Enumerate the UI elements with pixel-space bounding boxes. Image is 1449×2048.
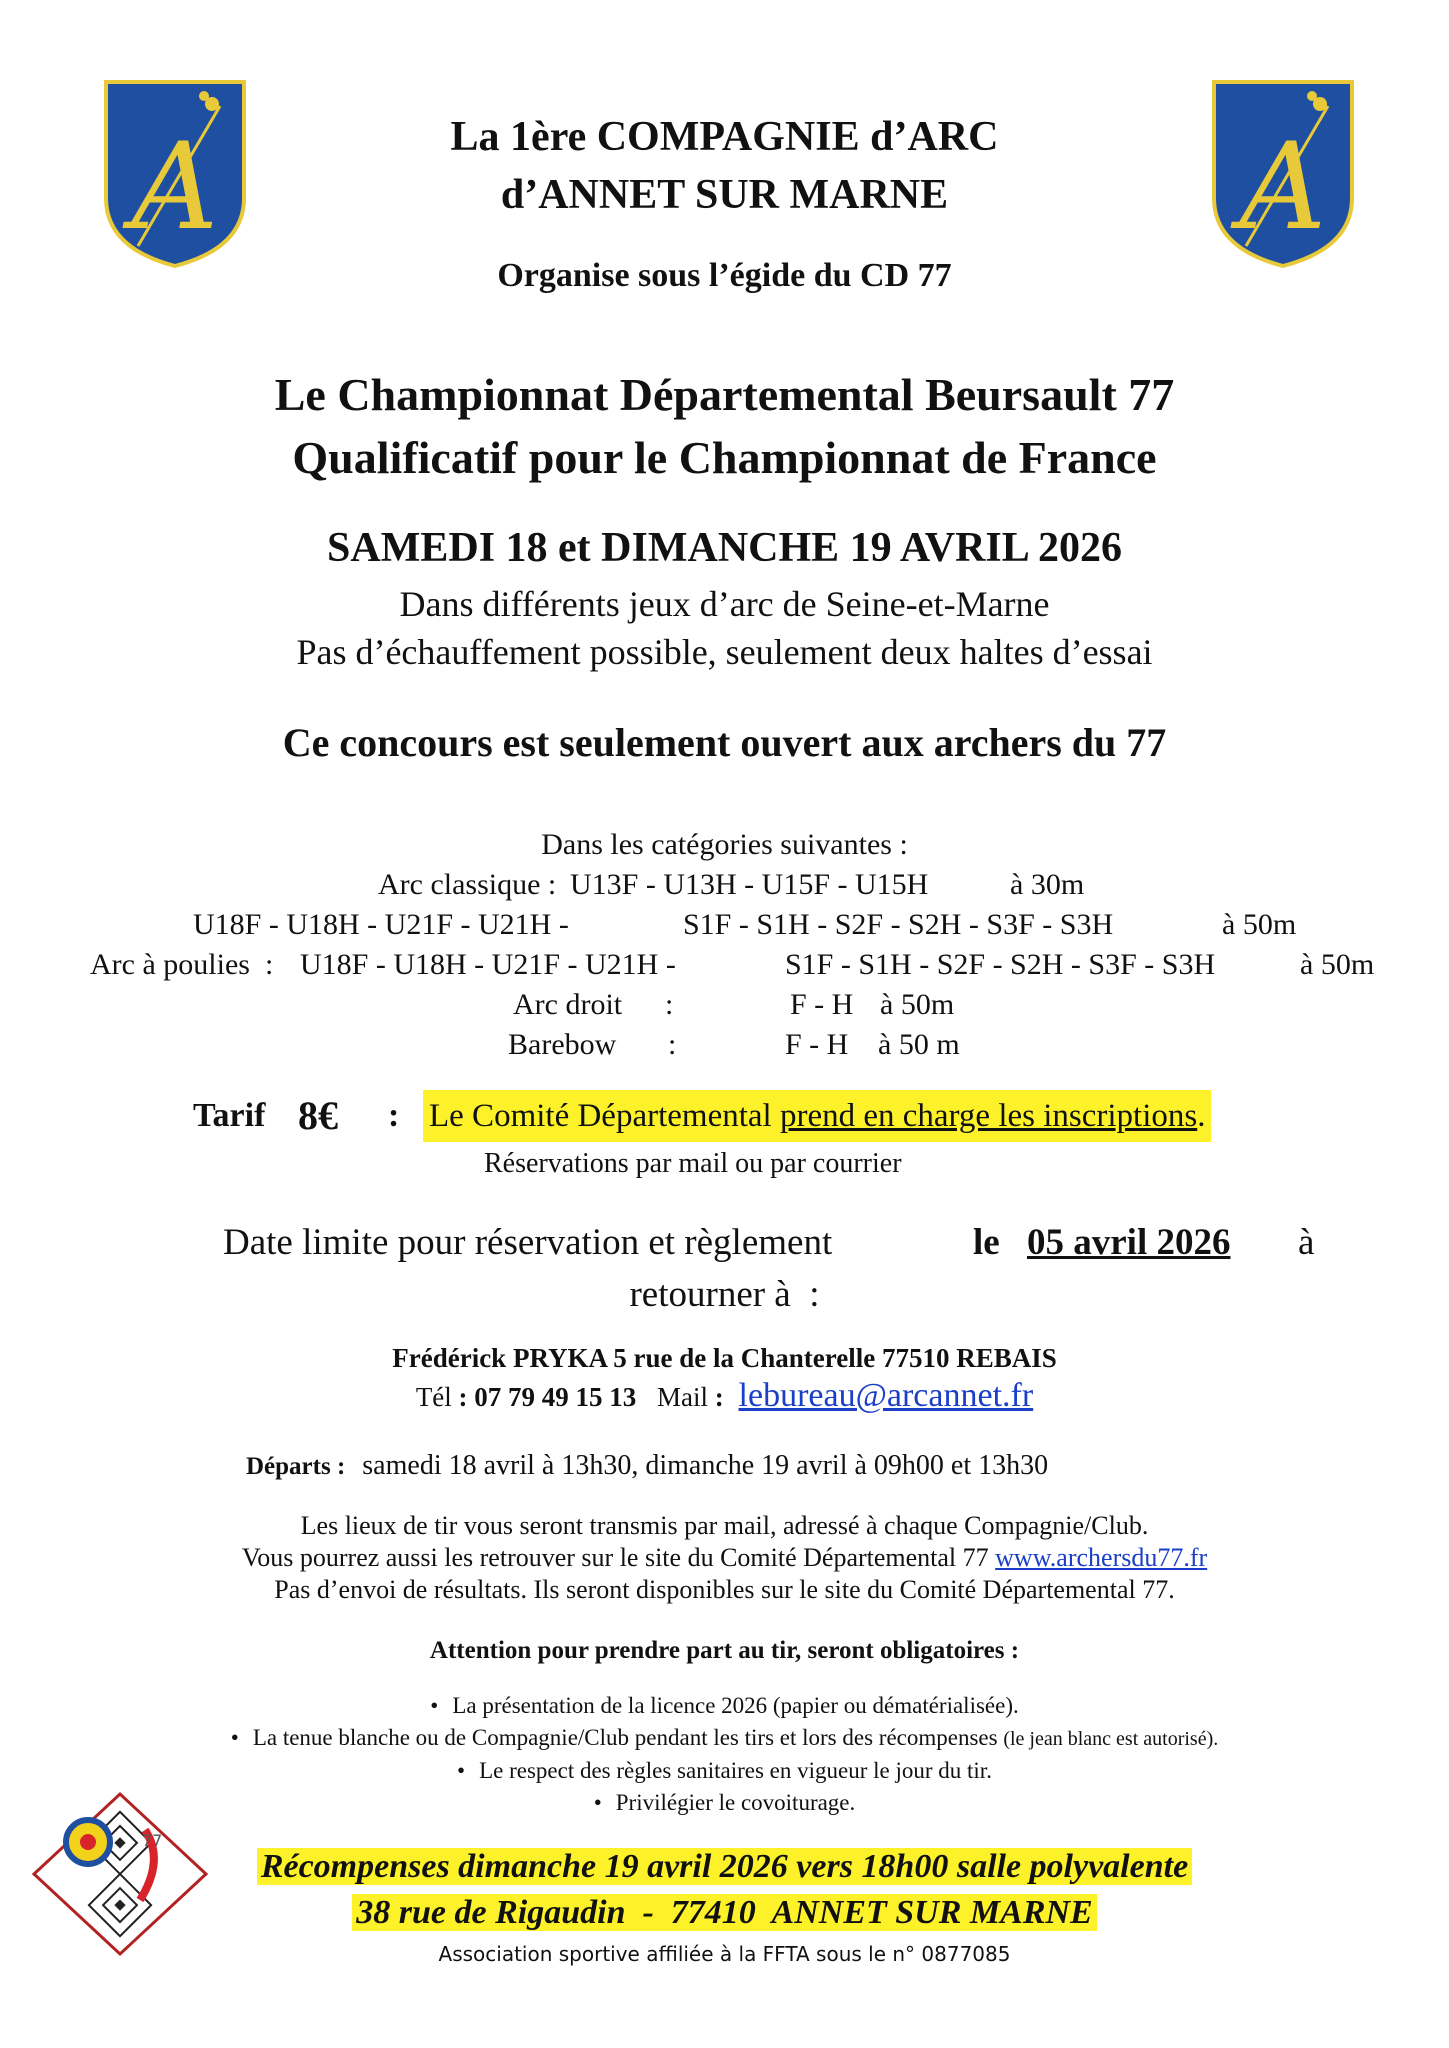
tarif-price: 8€ xyxy=(298,1093,338,1138)
rewards-line1-row xyxy=(0,1844,1449,1890)
category-values: F - H xyxy=(785,1028,849,1061)
deadline-date: 05 avril 2026 xyxy=(1027,1222,1231,1263)
requirement-item: • La tenue blanche ou de Compagnie/Club pendant les tirs et lors des récompenses (le jean blanc est autorisé). xyxy=(0,1722,1449,1755)
info-line1: Les lieux de tir vous seront transmis par mail, adressé à chaque Compagnie/Club. xyxy=(300,1511,1149,1540)
mail-label: Mail xyxy=(657,1382,709,1412)
svg-text:77: 77 xyxy=(142,1831,163,1850)
website-link[interactable]: www.archersdu77.fr xyxy=(995,1543,1208,1572)
deadline-text: Date limite pour réservation et règlement xyxy=(223,1222,833,1263)
requirements-list xyxy=(0,1690,1449,1819)
event-place: Dans différents jeux d’arc de Seine-et-Marne xyxy=(399,584,1050,624)
departs-text: samedi 18 avril à 13h30, dimanche 19 avril à 09h00 et 13h30 xyxy=(362,1450,1049,1481)
requirement-item: • Privilégier le covoiturage. xyxy=(0,1787,1449,1819)
requirement-item: • La présentation de la licence 2026 (papier ou dématérialisée). xyxy=(0,1690,1449,1722)
category-label: Arc classique : xyxy=(378,868,557,901)
rewards-line2: 38 rue de Rigaudin - 77410 ANNET SUR MARNE xyxy=(352,1894,1096,1931)
requirement-item: • Le respect des règles sanitaires en vigueur le jour du tir. xyxy=(0,1755,1449,1787)
categories-intro: Dans les catégories suivantes : xyxy=(541,828,908,861)
rewards-line2-row xyxy=(0,1890,1449,1936)
category-label: Arc à poulies : xyxy=(90,948,274,981)
svg-text:A: A xyxy=(1239,118,1327,257)
deadline-a: à xyxy=(1298,1222,1315,1263)
category-label: Barebow xyxy=(508,1028,617,1061)
tarif-note: Le Comité Départemental prend en charge les inscriptions. xyxy=(423,1090,1211,1142)
tarif-row xyxy=(0,1090,1449,1142)
reservations-note: Réservations par mail ou par courrier xyxy=(484,1148,902,1179)
organizer-line: Organise sous l’égide du CD 77 xyxy=(497,257,952,294)
category-distance: à 30m xyxy=(1010,868,1085,901)
event-title: Le Championnat Départemental Beursault 77 xyxy=(274,369,1175,420)
contact-address: Frédérick PRYKA 5 rue de la Chanterelle 77510 REBAIS xyxy=(392,1343,1057,1373)
departs-row xyxy=(246,1446,1048,1487)
category-values: S1F - S1H - S2F - S2H - S3F - S3H xyxy=(683,908,1114,941)
attention-title: Attention pour prendre part au tir, seront obligatoires : xyxy=(429,1637,1020,1664)
rewards-line1: Récompenses dimanche 19 avril 2026 vers 18h00 salle polyvalente xyxy=(257,1848,1192,1885)
affiliation-note: Association sportive affiliée à la FFTA sous le n° 0877085 xyxy=(438,1942,1011,1966)
category-label: Arc droit xyxy=(513,988,623,1021)
tarif-label: Tarif xyxy=(193,1097,266,1134)
category-row-droit xyxy=(0,986,1449,1024)
deadline-le: le xyxy=(973,1222,1000,1263)
category-colon: : xyxy=(665,988,674,1021)
category-values: F - H xyxy=(790,988,854,1021)
tarif-colon: : xyxy=(388,1097,400,1134)
club-name-line1: La 1ère COMPAGNIE d’ARC xyxy=(450,114,999,160)
tel-label: Tél xyxy=(415,1382,452,1412)
category-values: U18F - U18H - U21F - U21H - xyxy=(193,908,569,941)
category-row-poulies xyxy=(0,946,1449,984)
category-values: U13F - U13H - U15F - U15H xyxy=(570,868,929,901)
category-values: U18F - U18H - U21F - U21H - xyxy=(300,948,676,981)
tel-number: 07 79 49 15 13 xyxy=(474,1382,637,1412)
category-row-classique-a xyxy=(0,866,1449,904)
category-distance: à 50m xyxy=(880,988,955,1021)
deadline-row xyxy=(0,1218,1449,1268)
info-line3: Pas d’envoi de résultats. Ils seront disponibles sur le site du Comité Départemental 77. xyxy=(274,1575,1175,1604)
event-dates: SAMEDI 18 et DIMANCHE 19 AVRIL 2026 xyxy=(327,525,1122,571)
info-line2: Vous pourrez aussi les retrouver sur le site du Comité Départemental 77 www.archersdu77.fr xyxy=(241,1543,1208,1572)
warmup-note: Pas d’échauffement possible, seulement deux haltes d’essai xyxy=(296,632,1153,672)
category-distance: à 50m xyxy=(1300,948,1375,981)
email-link[interactable]: lebureau@arcannet.fr xyxy=(738,1377,1034,1414)
category-row-classique-b xyxy=(0,906,1449,944)
tel-colon: : xyxy=(458,1382,468,1412)
contact-line xyxy=(0,1376,1449,1417)
departs-label: Départs : xyxy=(246,1453,346,1480)
category-colon: : xyxy=(668,1028,677,1061)
category-distance: à 50 m xyxy=(878,1028,960,1061)
deadline-return-to: retourner à : xyxy=(629,1274,820,1315)
event-subtitle: Qualificatif pour le Championnat de France xyxy=(292,432,1157,483)
svg-text:A: A xyxy=(131,118,219,257)
category-values: S1F - S1H - S2F - S2H - S3F - S3H xyxy=(785,948,1216,981)
category-distance: à 50m xyxy=(1222,908,1297,941)
club-name-line2: d’ANNET SUR MARNE xyxy=(500,172,949,218)
open-to-note: Ce concours est seulement ouvert aux archers du 77 xyxy=(282,720,1167,765)
mail-colon: : xyxy=(714,1382,724,1412)
category-row-barebow xyxy=(0,1026,1449,1064)
